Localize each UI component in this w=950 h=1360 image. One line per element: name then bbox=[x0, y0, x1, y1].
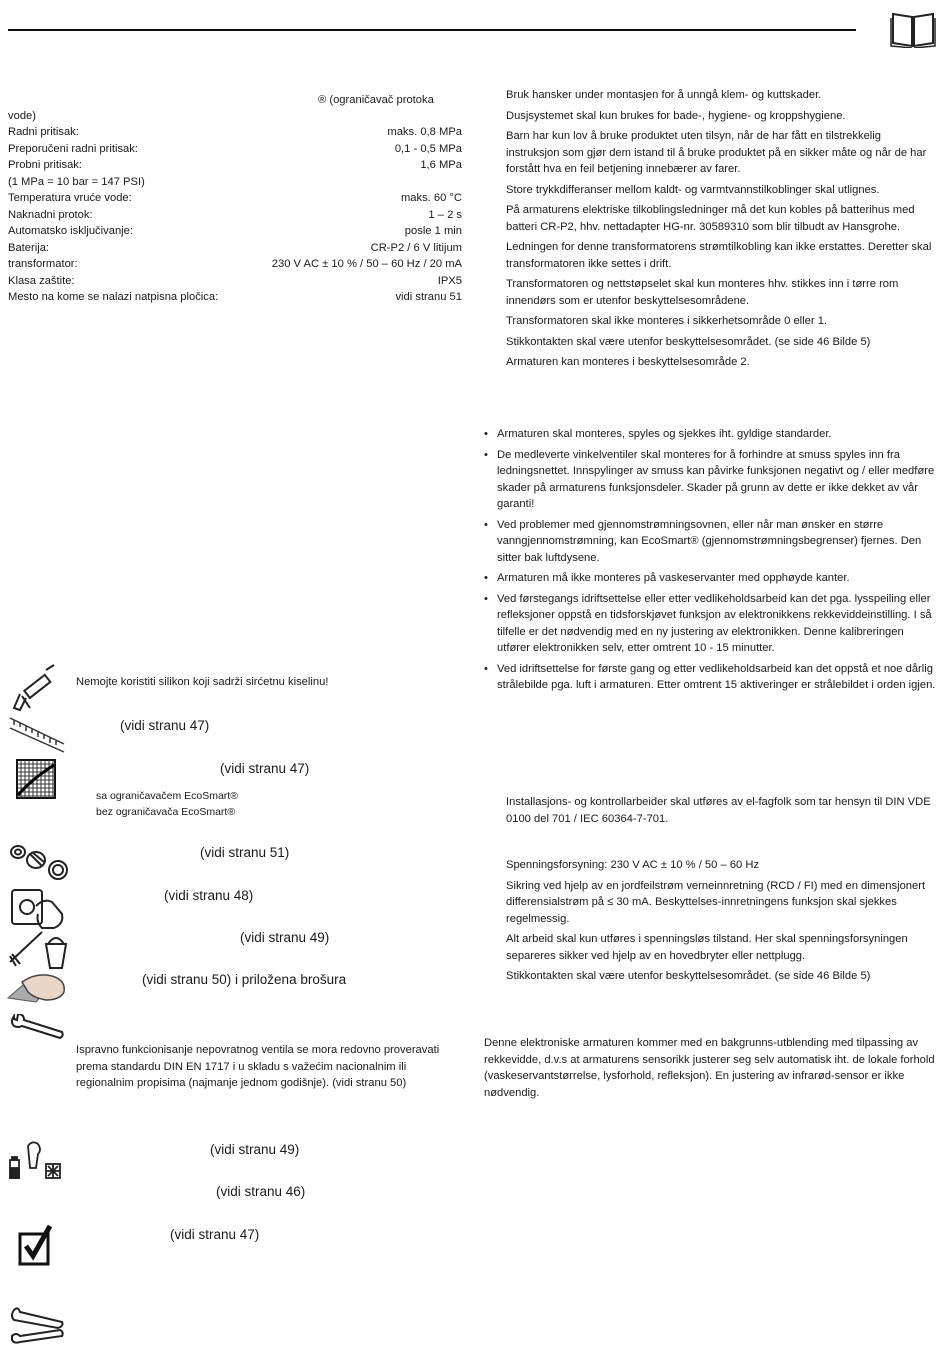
tools-icon bbox=[8, 1306, 66, 1346]
ref-care: (vidi stranu 50) i priložena brošura bbox=[142, 972, 347, 987]
safety-note: Ledningen for denne transformatorens strømtilkobling kan ikke erstattes. Deretter skal transformatoren ikke settes i drift. bbox=[506, 241, 932, 270]
spec-row: Klasa zaštite: IPX5 bbox=[8, 274, 462, 287]
safety-notes bbox=[506, 87, 934, 375]
ref-dimensions: (vidi stranu 47) bbox=[120, 718, 210, 733]
list-item: • Armaturen skal monteres, spyles og sjekkes iht. gyldige standarder. bbox=[484, 426, 936, 443]
ref-operation: (vidi stranu 48) bbox=[164, 888, 254, 903]
checklist-icon bbox=[18, 1222, 54, 1266]
spec-intro-line2: vode) bbox=[8, 110, 36, 122]
spec-row: transformator: 230 V AC ± 10 % / 50 – 60 Hz / 20 mA bbox=[8, 258, 462, 270]
power-note: Spenningsforsyning: 230 V AC ± 10 % / 50 – 60 Hz bbox=[506, 859, 760, 871]
hand-operation-icon bbox=[8, 884, 66, 930]
ref-symbols: (vidi stranu 46) bbox=[216, 1184, 306, 1199]
list-item: • Ved førstegangs idriftsettelse eller etter vedlikeholdsarbeid kan det pga. lysspeiling eller refleksjoner oppstå en tidsforskjøvet funksjon av elektronikkens rekkeviddeinstilling. I så tilfelle er det nødvendig med en ny justering av elektronikken. Denne kalibreringen utfører elektronikken selv, etter omtrent 10 - 15 minutter. bbox=[484, 591, 936, 657]
safety-note: Barn har kun lov å bruke produktet uten tilsyn, når de har fått en tilstrekkelig instruksjon som gjør dem istand til å bruke produktet på en sikker måte og når de har forstått hva en feil betjening innebærer av farer. bbox=[506, 130, 927, 175]
ref-parts: (vidi stranu 51) bbox=[200, 845, 290, 860]
spec-row: Temperatura vruće vode: maks. 60 °C bbox=[8, 192, 462, 204]
safety-note: Stikkontakten skal være utenfor beskyttelsesområdet. (se side 46 Bilde 5) bbox=[506, 335, 871, 348]
installation-notes bbox=[484, 426, 936, 698]
care-cloth-icon bbox=[6, 970, 68, 1006]
spec-intro-line1: ® (ograničavač protoka bbox=[318, 94, 434, 106]
safety-note: Dusjsystemet skal kun brukes for bade-, hygiene- og kroppshygiene. bbox=[506, 109, 846, 122]
spec-row: Automatsko isključivanje: posle 1 min bbox=[8, 225, 462, 237]
battery-change-icon bbox=[8, 1138, 62, 1182]
silicone-note: Nemojte koristiti silikon koji sadrži sirćetnu kiselinu! bbox=[76, 676, 329, 688]
maintenance-text: Ispravno funkcionisanje nepovratnog ventila se mora redovno proveravati prema standardu DIN EN 1717 i u skladu s važećim nacionalnim ili regionalnim propisima (najmanje jednom godišnje). (vidi stranu 50) bbox=[76, 1044, 440, 1089]
safety-note: På armaturens elektriske tilkoblingsledninger må det kun kobles på batterihus med batteri CR-P2, hhv. nettadapter HG-nr. 30589310 som blir tilbudt av Hansgrohe. bbox=[506, 204, 915, 233]
flow-chart-grid-icon bbox=[16, 759, 56, 799]
spec-row: Baterija: CR-P2 / 6 V litijum bbox=[8, 241, 462, 254]
flow-without-limiter: bez ograničavača EcoSmart® bbox=[96, 806, 236, 818]
spec-list bbox=[8, 124, 462, 306]
ref-cleaning: (vidi stranu 49) bbox=[240, 930, 330, 945]
power-notes bbox=[506, 857, 934, 989]
spec-row: Preporučeni radni pritisak: 0,1 - 0,5 MPa bbox=[8, 142, 462, 155]
power-note: Stikkontakten skal være utenfor beskyttelsesområdet. (se side 46 Bilde 5) bbox=[506, 970, 871, 982]
ref-test: (vidi stranu 47) bbox=[170, 1227, 260, 1242]
spec-row: Naknadni protok: 1 – 2 s bbox=[8, 208, 462, 221]
wrench-icon bbox=[8, 1014, 66, 1040]
list-item: • Armaturen må ikke monteres på vaskeservanter med opphøyde kanter. bbox=[484, 570, 936, 587]
spec-row: Mesto na kome se nalazi natpisna pločica: vidi stranu 51 bbox=[8, 291, 462, 303]
open-book-icon bbox=[890, 10, 936, 48]
safety-note: Store trykkdifferanser mellom kaldt- og varmtvannstilkoblinger skal utlignes. bbox=[506, 183, 880, 196]
safety-note: Bruk hansker under montasjen for å unngå klem- og kuttskader. bbox=[506, 89, 822, 101]
ruler-icon bbox=[8, 716, 66, 754]
electronics-note: Denne elektroniske armaturen kommer med en bakgrunns-utblending med tilpassing av rekkevidde, d.v.s at armaturens sensorikk justerer seg selv automatisk iht. de lokale forhold (vaskeservantstørrelse, lysforhold, refleksjon). En justering av infrarød-sensor er ikke nødvendig. bbox=[484, 1037, 935, 1099]
header-rule bbox=[8, 29, 856, 31]
safety-note: Armaturen kan monteres i beskyttelsesområde 2. bbox=[506, 356, 750, 368]
spare-parts-icon bbox=[8, 840, 68, 882]
cleaning-bucket-icon bbox=[8, 926, 70, 970]
safety-note: Transformatoren og nettstøpselet skal kun monteres hhv. stikkes inn i tørre rom innendørs som er utenfor beskyttelsesområdene. bbox=[506, 278, 899, 307]
ref-battery: (vidi stranu 49) bbox=[210, 1142, 300, 1157]
silicone-gun-icon bbox=[10, 664, 56, 714]
ref-flow: (vidi stranu 47) bbox=[220, 761, 310, 776]
spec-row: (1 MPa = 10 bar = 147 PSI) bbox=[8, 175, 145, 188]
list-item: • De medleverte vinkelventiler skal monteres for å forhindre at smuss spyles inn fra ledningsnettet. Innspylinger av smuss kan påvirke funksjonen negativt og / eller medføre skader på armaturens funksjonsdeler. Skader på grunn av dette er ikke dekket av vår garanti! bbox=[484, 447, 936, 513]
safety-note: Transformatoren skal ikke monteres i sikkerhetsområde 0 eller 1. bbox=[506, 315, 828, 327]
spec-row: Probni pritisak: 1,6 MPa bbox=[8, 159, 462, 171]
list-item: • Ved problemer med gjennomstrømningsovnen, eller når man ønsker en større vanngjennomstrømning, kan EcoSmart® (gjennomstrømningsbegrenser) fjernes. Den sitter bak luftdysene. bbox=[484, 517, 936, 567]
list-item: • Ved idriftsettelse for første gang og etter vedlikeholdsarbeid kan det oppstå et noe dårlig strålebilde pga. luft i armaturen. Etter omtrent 15 aktiveringer er strålebildet i orden igjen. bbox=[484, 661, 936, 694]
flow-with-limiter: sa ograničavačem EcoSmart® bbox=[96, 790, 238, 802]
spec-row: Radni pritisak: maks. 0,8 MPa bbox=[8, 126, 462, 138]
electric-note: Installasjons- og kontrollarbeider skal utføres av el-fagfolk som tar hensyn til DIN VDE 0100 del 701 / IEC 60364-7-701. bbox=[506, 796, 931, 825]
power-note: Alt arbeid skal kun utføres i spenningsløs tilstand. Her skal spenningsforsyningen separeres sikker ved hjelp av en hovedbryter eller nettplugg. bbox=[506, 933, 908, 962]
power-note: Sikring ved hjelp av en jordfeilstrøm verneinnretning (RCD / FI) med en dimensjonert differensialstrøm på ≤ 30 mA. Beskyttelses-innretningens funksjon skal sjekkes regelmessig. bbox=[506, 879, 926, 925]
